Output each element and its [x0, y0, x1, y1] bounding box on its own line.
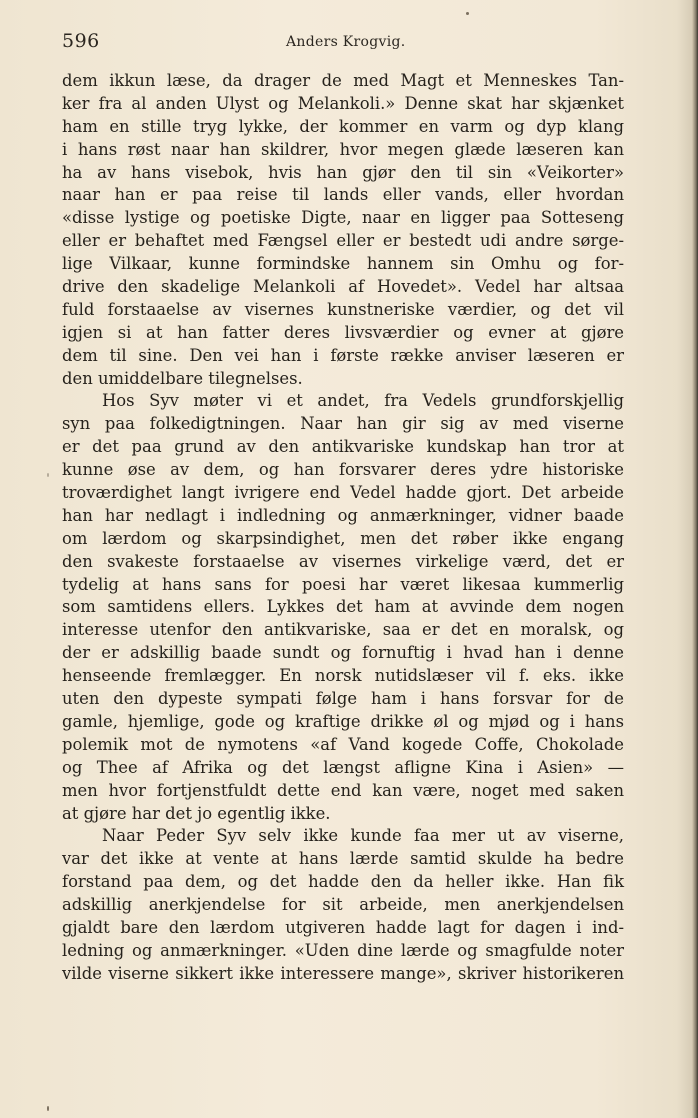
- text-line: polemik mot de nymotens «af Vand kogede Coffe, Chokolade: [62, 734, 624, 754]
- page-header: [62, 30, 634, 58]
- text-line: igjen si at han fatter deres livsværdier og evner at gjøre: [62, 322, 624, 342]
- text-line: troværdighet langt ivrigere end Vedel hadde gjort. Det arbeide: [62, 483, 624, 503]
- text-line: lige Vilkaar, kunne formindske hannem sin Omhu og for-: [62, 254, 624, 274]
- text-line: naar han er paa reise til lands eller vands, eller hvordan: [62, 185, 624, 205]
- text-line: eller er behaftet med Fængsel eller er bestedt udi andre sørge-: [62, 231, 624, 251]
- text-line: den umiddelbare tilegnelses.: [62, 368, 303, 388]
- body-text: [62, 70, 624, 986]
- text-line: Hos Syv møter vi et andet, fra Vedels grundforskjellig: [102, 391, 624, 411]
- text-line: den svakeste forstaaelse av visernes virkelige værd, det er: [62, 551, 624, 571]
- text-line: om lærdom og skarpsindighet, men det røber ikke engang: [62, 528, 624, 548]
- text-line: men hvor fortjenstfuldt dette end kan være, noget med saken: [62, 780, 624, 800]
- text-line: syn paa folkedigtningen. Naar han gir sig av med viserne: [62, 414, 624, 434]
- running-head-author: Anders Krogvig.: [286, 34, 406, 50]
- text-line: og Thee af Afrika og det længst afligne Kina i Asien» —: [62, 757, 624, 777]
- text-line: ham en stille tryg lykke, der kommer en varm og dyp klang: [62, 116, 624, 136]
- text-line: er det paa grund av den antikvariske kundskap han tror at: [62, 437, 624, 457]
- text-line: dem til sine. Den vei han i første række anviser læseren er: [62, 345, 624, 365]
- paper-speck: [47, 473, 49, 477]
- text-line: dem ikkun læse, da drager de med Magt et Menneskes Tan-: [62, 71, 624, 90]
- page-edge-shadow: [692, 0, 698, 1118]
- text-line: gamle, hjemlige, gode og kraftige drikke øl og mjød og i hans: [62, 711, 624, 731]
- text-line: drive den skadelige Melankoli af Hovedet». Vedel har altsaa: [62, 277, 624, 297]
- text-line: ledning og anmærkninger. «Uden dine lærde og smagfulde noter: [62, 940, 624, 960]
- text-line: ha av hans visebok, hvis han gjør den til sin «Veikorter»: [62, 162, 624, 182]
- text-line: uten den dypeste sympati følge ham i hans forsvar for de: [62, 689, 624, 709]
- text-line: ker fra al anden Ulyst og Melankoli.» Denne skat har skjænket: [62, 93, 624, 113]
- page-number: 596: [62, 30, 100, 52]
- text-line: i hans røst naar han skildrer, hvor megen glæde læseren kan: [62, 139, 624, 159]
- text-line: fuld forstaaelse av visernes kunstneriske værdier, og det vil: [62, 299, 624, 319]
- paper-speck: [47, 1106, 49, 1111]
- text-line: som samtidens ellers. Lykkes det ham at avvinde dem nogen: [62, 597, 624, 617]
- text-line: adskillig anerkjendelse for sit arbeide, men anerkjendelsen: [62, 895, 624, 915]
- text-line: vilde viserne sikkert ikke interessere mange», skriver historikeren: [62, 963, 624, 983]
- text-line: Naar Peder Syv selv ikke kunde faa mer ut av viserne,: [102, 826, 624, 846]
- text-line: var det ikke at vente at hans lærde samtid skulde ha bedre: [62, 849, 624, 869]
- text-line: tydelig at hans sans for poesi har været likesaa kummerlig: [62, 574, 624, 594]
- text-line: henseende fremlægger. En norsk nutidslæser vil f. eks. ikke: [62, 666, 624, 686]
- text-line: gjaldt bare den lærdom utgiveren hadde lagt for dagen i ind-: [62, 917, 624, 937]
- text-line: der er adskillig baade sundt og fornuftig i hvad han i denne: [62, 643, 624, 663]
- text-line: han har nedlagt i indledning og anmærkninger, vidner baade: [62, 505, 624, 525]
- paper-speck: [466, 12, 469, 15]
- text-line: at gjøre har det jo egentlig ikke.: [62, 803, 331, 823]
- text-line: «disse lystige og poetiske Digte, naar en ligger paa Sotteseng: [62, 208, 624, 228]
- text-line: interesse utenfor den antikvariske, saa er det en moralsk, og: [62, 620, 624, 640]
- text-line: forstand paa dem, og det hadde den da heller ikke. Han fik: [62, 872, 624, 892]
- text-line: kunne øse av dem, og han forsvarer deres ydre historiske: [62, 460, 624, 480]
